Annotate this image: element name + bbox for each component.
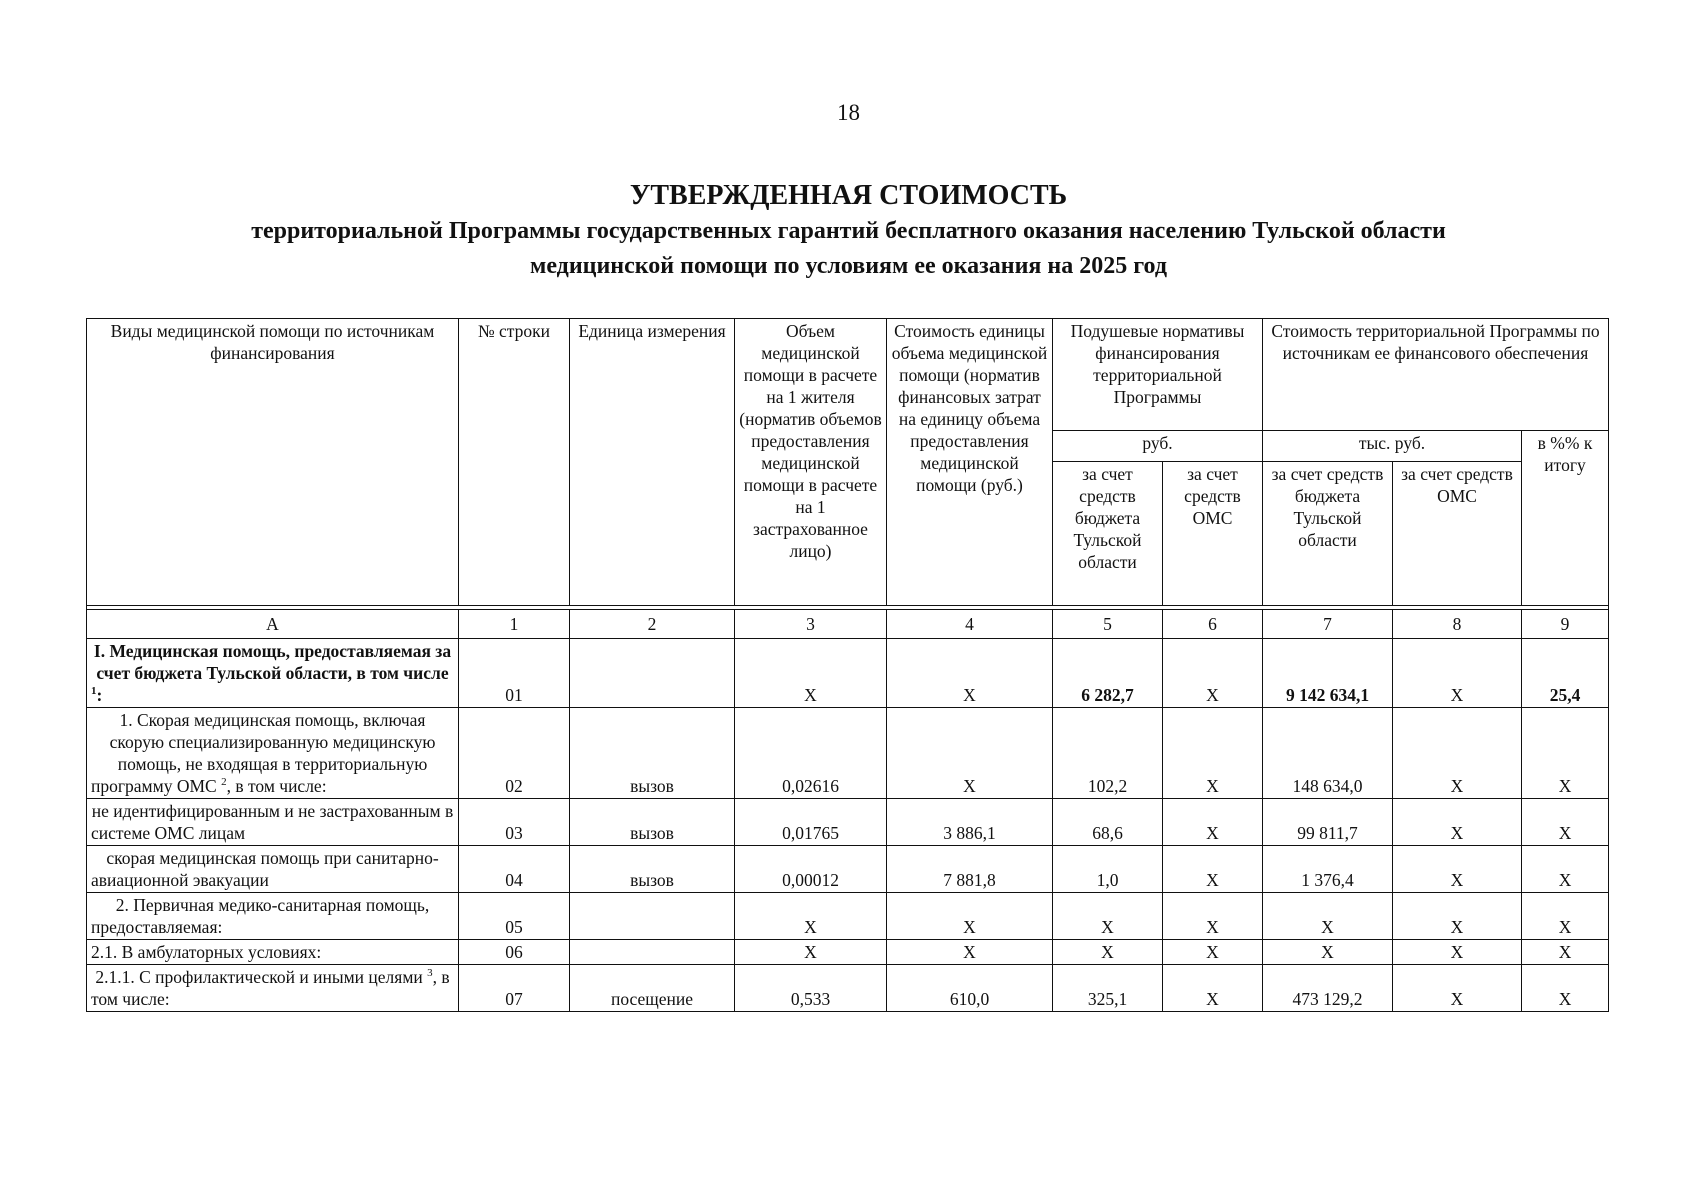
- header-group-per-capita: Подушевые нормативы финансирования территориальной Программы: [1053, 319, 1263, 431]
- percent-cell: Х: [1522, 940, 1609, 965]
- row-number-cell: 02: [459, 708, 570, 799]
- per-capita-oms-cell: Х: [1163, 846, 1263, 893]
- per-capita-oms-cell: Х: [1163, 940, 1263, 965]
- volume-cell: 0,02616: [735, 708, 887, 799]
- row-description: [87, 965, 459, 1012]
- column-numbers-row: [87, 610, 1609, 639]
- header-col-1: № строки: [459, 319, 570, 606]
- header-col-6: за счет средств ОМС: [1163, 462, 1263, 606]
- per-capita-budget-cell: Х: [1053, 940, 1163, 965]
- percent-cell: Х: [1522, 893, 1609, 940]
- per-capita-budget-cell: 1,0: [1053, 846, 1163, 893]
- row-description-suffix: :: [96, 685, 103, 705]
- title-line-1: УТВЕРЖДЕННАЯ СТОИМОСТЬ: [629, 180, 1068, 211]
- row-description-text: 1. Скорая медицинская помощь, включая скорую специализированную медицинскую помощь, не входящая в территориальную программу ОМС: [91, 710, 436, 796]
- percent-cell: Х: [1522, 846, 1609, 893]
- unit-cost-cell: 3 886,1: [887, 799, 1053, 846]
- table-row: [87, 639, 1609, 708]
- per-capita-budget-cell: 68,6: [1053, 799, 1163, 846]
- row-number-cell: 06: [459, 940, 570, 965]
- unit-cost-cell: Х: [887, 893, 1053, 940]
- cost-table: [86, 318, 1609, 1012]
- column-number: 6: [1163, 610, 1263, 639]
- cost-oms-cell: Х: [1393, 708, 1522, 799]
- footnote-marker: 1: [91, 685, 97, 698]
- table-row: [87, 708, 1609, 799]
- volume-cell: Х: [735, 893, 887, 940]
- unit-cell: вызов: [570, 708, 735, 799]
- volume-cell: 0,533: [735, 965, 887, 1012]
- cost-oms-cell: Х: [1393, 893, 1522, 940]
- header-col-2: Единица измерения: [570, 319, 735, 606]
- cost-budget-cell: 148 634,0: [1263, 708, 1393, 799]
- cost-oms-cell: Х: [1393, 965, 1522, 1012]
- percent-cell: Х: [1522, 799, 1609, 846]
- column-number: А: [87, 610, 459, 639]
- per-capita-oms-cell: Х: [1163, 799, 1263, 846]
- table-row: [87, 846, 1609, 893]
- unit-cell: посещение: [570, 965, 735, 1012]
- header-col-5: за счет средств бюджета Тульской области: [1053, 462, 1163, 606]
- volume-cell: Х: [735, 639, 887, 708]
- unit-cell: вызов: [570, 846, 735, 893]
- cost-oms-cell: Х: [1393, 846, 1522, 893]
- per-capita-oms-cell: Х: [1163, 893, 1263, 940]
- row-description-text: скорая медицинская помощь при санитарно-авиационной эвакуации: [91, 848, 439, 890]
- unit-cell: [570, 940, 735, 965]
- header-group-program-cost: Стоимость территориальной Программы по источникам ее финансового обеспечения: [1263, 319, 1609, 431]
- per-capita-budget-cell: 6 282,7: [1053, 639, 1163, 708]
- header-unit-thousand-rub: тыс. руб.: [1263, 431, 1522, 462]
- per-capita-budget-cell: 325,1: [1053, 965, 1163, 1012]
- row-description-suffix: , в том числе:: [226, 776, 327, 796]
- column-number: 1: [459, 610, 570, 639]
- page-number: 18: [837, 100, 860, 125]
- header-unit-rub: руб.: [1053, 431, 1263, 462]
- column-number: 7: [1263, 610, 1393, 639]
- unit-cost-cell: Х: [887, 708, 1053, 799]
- volume-cell: 0,01765: [735, 799, 887, 846]
- per-capita-budget-cell: 102,2: [1053, 708, 1163, 799]
- unit-cost-cell: Х: [887, 639, 1053, 708]
- per-capita-oms-cell: Х: [1163, 639, 1263, 708]
- header-col-4: Стоимость единицы объема медицинской помощи (норматив финансовых затрат на единицу объема предоставления медицинской помощи (руб.): [887, 319, 1053, 606]
- unit-cell: [570, 893, 735, 940]
- column-number: 9: [1522, 610, 1609, 639]
- unit-cost-cell: Х: [887, 940, 1053, 965]
- column-number: 8: [1393, 610, 1522, 639]
- row-number-cell: 07: [459, 965, 570, 1012]
- row-description-text: 2.1. В амбулаторных условиях:: [91, 942, 322, 962]
- table-row: [87, 965, 1609, 1012]
- cost-oms-cell: Х: [1393, 639, 1522, 708]
- unit-cost-cell: 7 881,8: [887, 846, 1053, 893]
- title-line-2: территориальной Программы государственных гарантий бесплатного оказания населению Тульской области: [251, 218, 1446, 244]
- cost-budget-cell: 1 376,4: [1263, 846, 1393, 893]
- row-description: [87, 846, 459, 893]
- column-number: 5: [1053, 610, 1163, 639]
- header-col-7: за счет средств бюджета Тульской области: [1263, 462, 1393, 606]
- table-row: [87, 893, 1609, 940]
- column-number: 4: [887, 610, 1053, 639]
- unit-cell: [570, 639, 735, 708]
- column-number: 3: [735, 610, 887, 639]
- footnote-marker: 3: [427, 967, 433, 980]
- row-description: [87, 708, 459, 799]
- row-description-text: не идентифицированным и не застрахованным в системе ОМС лицам: [91, 801, 454, 843]
- document-title: [0, 178, 1697, 284]
- title-line-3: медицинской помощи по условиям ее оказания на 2025 год: [530, 253, 1167, 279]
- header-col-3: Объем медицинской помощи в расчете на 1 жителя (норматив объемов предоставления медицинской помощи в расчете на 1 застрахованное лицо): [735, 319, 887, 606]
- percent-cell: Х: [1522, 708, 1609, 799]
- unit-cost-cell: 610,0: [887, 965, 1053, 1012]
- header-col-8: за счет средств ОМС: [1393, 462, 1522, 606]
- cost-budget-cell: Х: [1263, 940, 1393, 965]
- row-number-cell: 04: [459, 846, 570, 893]
- header-col-9: в %% к итогу: [1522, 431, 1609, 606]
- cost-oms-cell: Х: [1393, 940, 1522, 965]
- percent-cell: Х: [1522, 965, 1609, 1012]
- row-description-text: 2. Первичная медико-санитарная помощь, предоставляемая:: [91, 895, 430, 937]
- row-description-suffix: , в том числе:: [91, 967, 450, 1009]
- volume-cell: 0,00012: [735, 846, 887, 893]
- row-description: [87, 940, 459, 965]
- row-description-text: I. Медицинская помощь, предоставляемая за счет бюджета Тульской области, в том числе: [93, 641, 452, 683]
- percent-cell: 25,4: [1522, 639, 1609, 708]
- cost-budget-cell: 473 129,2: [1263, 965, 1393, 1012]
- cost-budget-cell: 9 142 634,1: [1263, 639, 1393, 708]
- row-description: [87, 799, 459, 846]
- row-description: [87, 639, 459, 708]
- volume-cell: Х: [735, 940, 887, 965]
- cost-budget-cell: Х: [1263, 893, 1393, 940]
- cost-oms-cell: Х: [1393, 799, 1522, 846]
- column-number: 2: [570, 610, 735, 639]
- row-description: [87, 893, 459, 940]
- row-description-text: 2.1.1. С профилактической и иными целями: [95, 967, 423, 987]
- per-capita-budget-cell: Х: [1053, 893, 1163, 940]
- cost-budget-cell: 99 811,7: [1263, 799, 1393, 846]
- per-capita-oms-cell: Х: [1163, 708, 1263, 799]
- table-row: [87, 940, 1609, 965]
- table-row: [87, 799, 1609, 846]
- footnote-marker: 2: [221, 776, 227, 789]
- row-number-cell: 01: [459, 639, 570, 708]
- per-capita-oms-cell: Х: [1163, 965, 1263, 1012]
- unit-cell: вызов: [570, 799, 735, 846]
- header-col-a: Виды медицинской помощи по источникам финансирования: [87, 319, 459, 606]
- row-number-cell: 03: [459, 799, 570, 846]
- row-number-cell: 05: [459, 893, 570, 940]
